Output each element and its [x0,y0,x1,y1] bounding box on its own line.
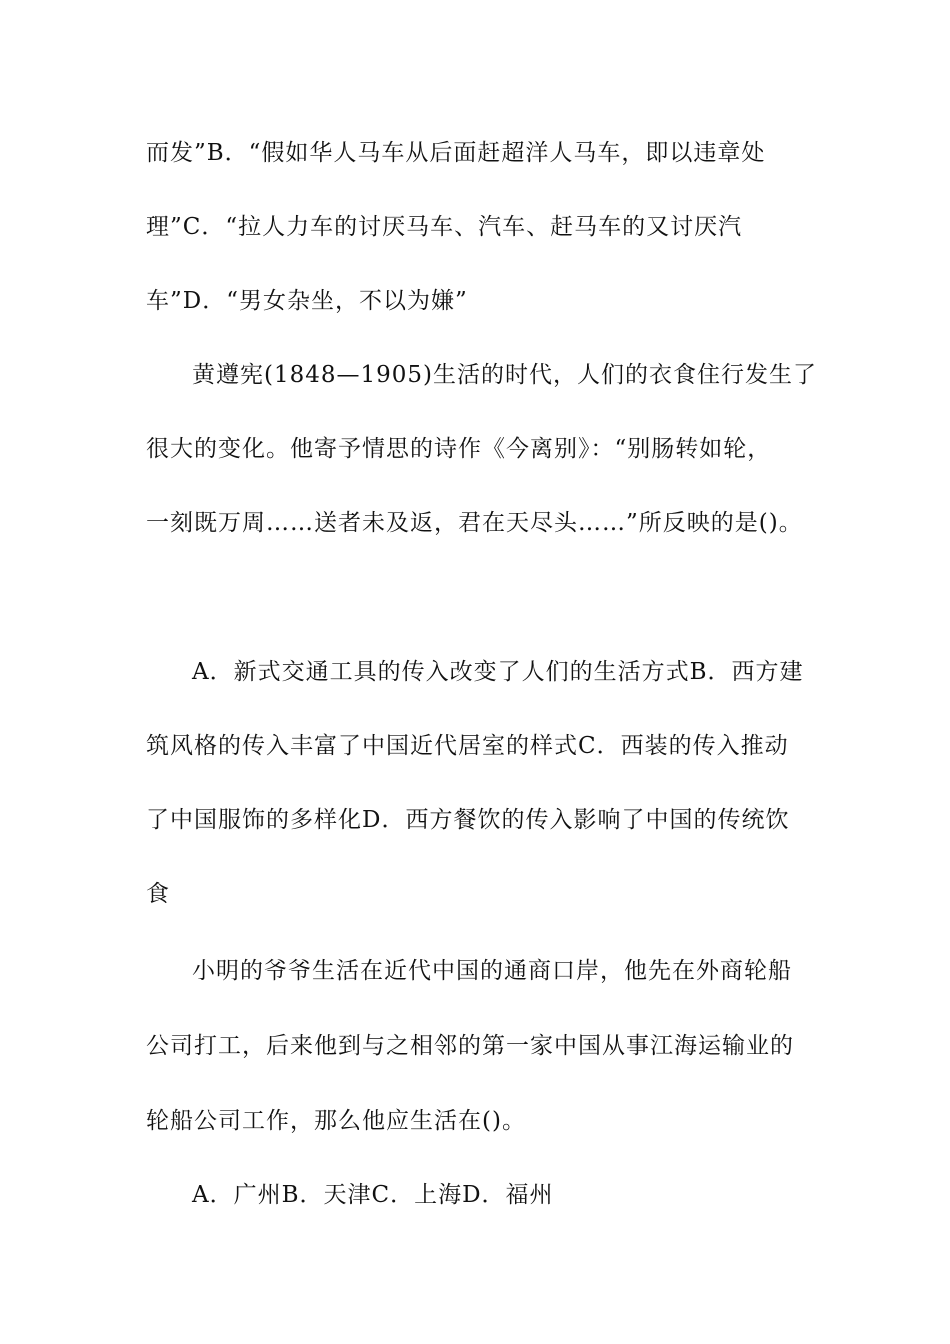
question-stem-line: 黄遵宪(1848—1905)生活的时代，人们的衣食住行发生了 [192,362,818,388]
text-line: 理”C．“拉人力车的讨厌马车、汽车、赶马车的又讨厌汽 [146,214,743,240]
answer-options-line: 食 [146,881,170,907]
answer-options-line: A．新式交通工具的传入改变了人们的生活方式B．西方建 [192,659,804,685]
question-stem-line: 很大的变化。他寄予情思的诗作《今离别》：“别肠转如轮， [146,436,772,462]
question-stem-line: 公司打工，后来他到与之相邻的第一家中国从事江海运输业的 [146,1033,794,1059]
question-stem-line: 一刻既万周……送者未及返，君在天尽头……”所反映的是()。 [146,510,803,536]
text-line: 车”D．“男女杂坐，不以为嫌” [146,288,468,314]
text-line: 而发”B．“假如华人马车从后面赶超洋人马车，即以违章处 [146,140,766,166]
answer-options-line: 筑风格的传入丰富了中国近代居室的样式C．西装的传入推动 [146,733,789,759]
question-stem-line: 小明的爷爷生活在近代中国的通商口岸，他先在外商轮船 [192,958,792,984]
answer-options-line: 了中国服饰的多样化D．西方餐饮的传入影响了中国的传统饮 [146,807,790,833]
question-stem-line: 轮船公司工作，那么他应生活在()。 [146,1108,526,1134]
answer-options-line: A．广州B．天津C．上海D．福州 [192,1182,554,1208]
